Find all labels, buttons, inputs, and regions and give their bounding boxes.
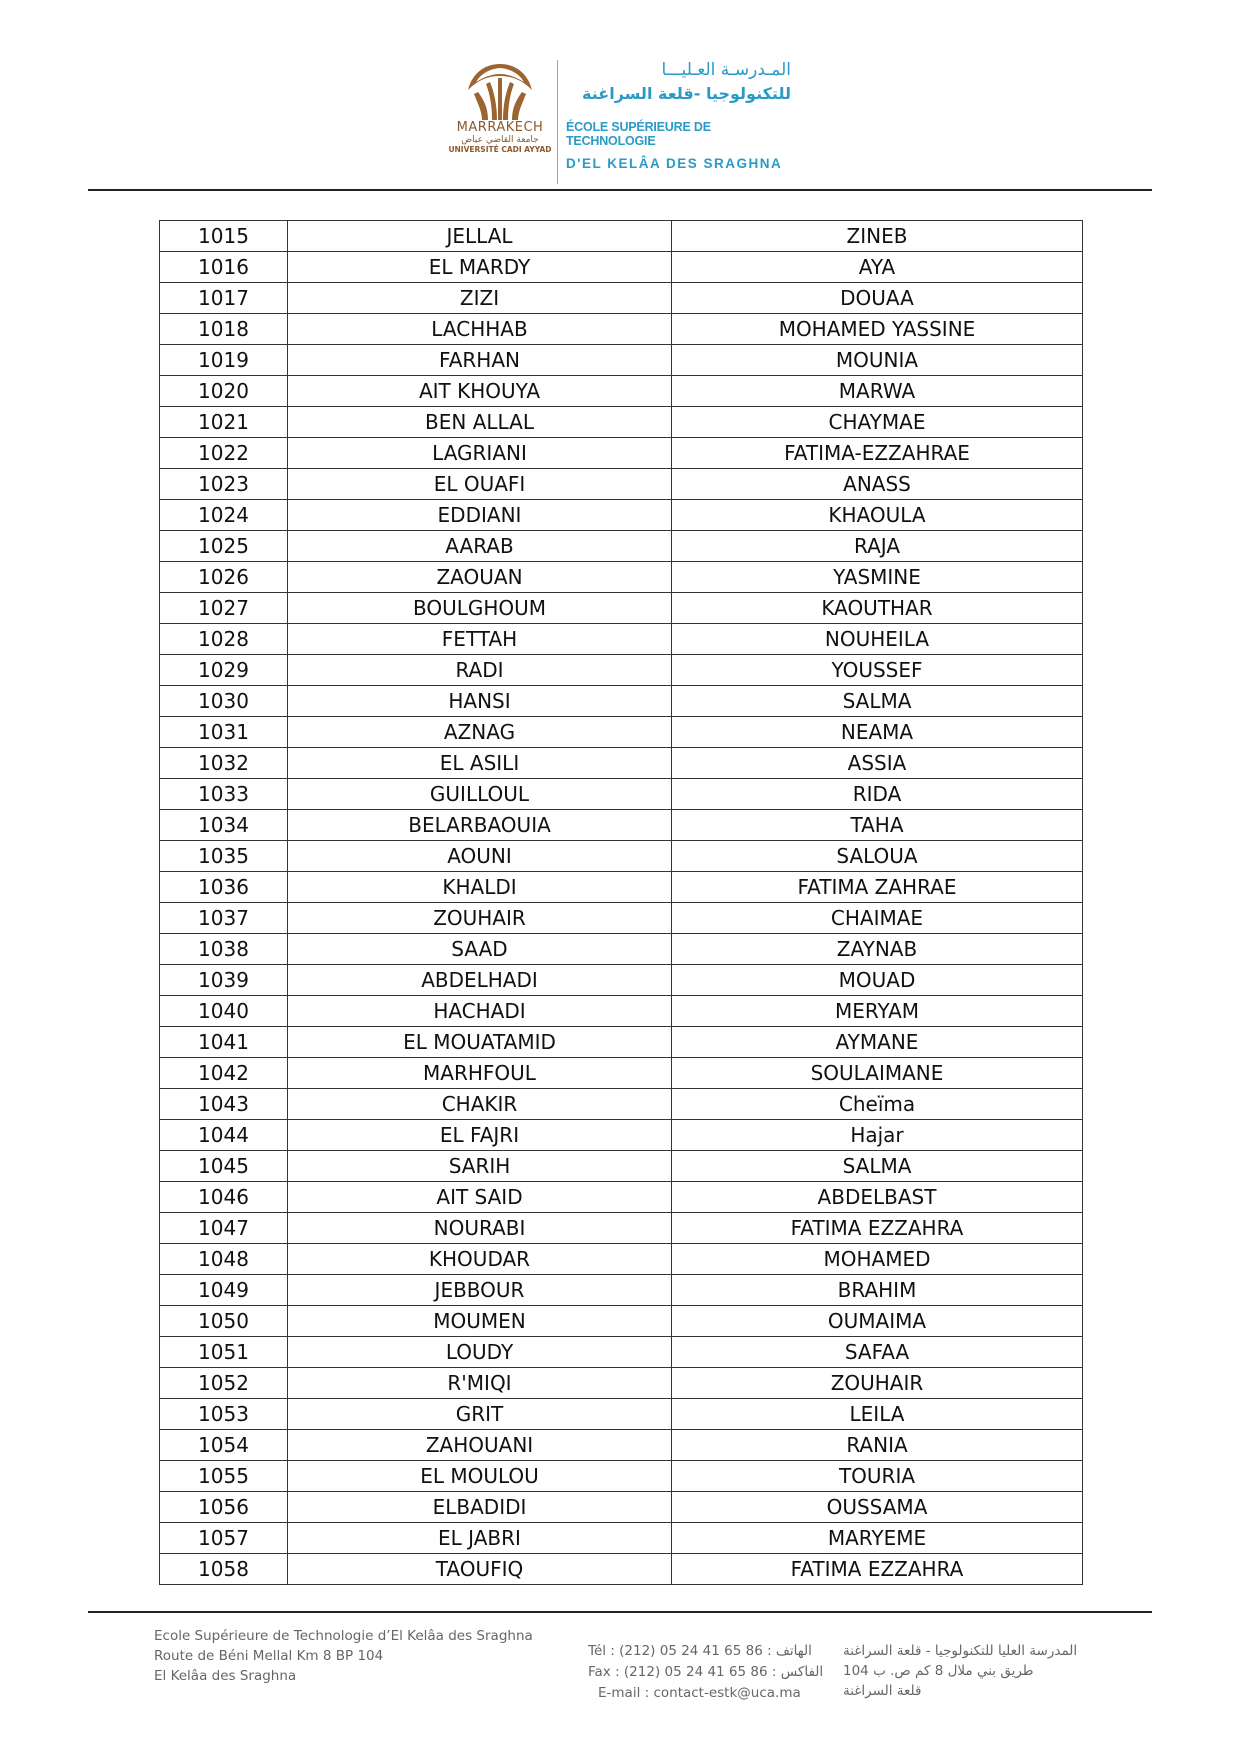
table-row bbox=[160, 1399, 1083, 1430]
student-number: 1038 bbox=[160, 934, 288, 965]
table-row bbox=[160, 469, 1083, 500]
student-last-name: ZAHOUANI bbox=[288, 1430, 672, 1461]
student-number: 1022 bbox=[160, 438, 288, 469]
student-last-name: ELBADIDI bbox=[288, 1492, 672, 1523]
student-last-name: LACHHAB bbox=[288, 314, 672, 345]
student-number: 1029 bbox=[160, 655, 288, 686]
footer-phone: Tél : (212) 05 24 41 65 86 : الهاتف bbox=[588, 1643, 812, 1659]
student-last-name: LOUDY bbox=[288, 1337, 672, 1368]
footer-left-line: Ecole Supérieure de Technologie d’El Kelâa des Sraghna bbox=[154, 1628, 533, 1644]
student-number: 1053 bbox=[160, 1399, 288, 1430]
student-number: 1058 bbox=[160, 1554, 288, 1585]
student-last-name: LAGRIANI bbox=[288, 438, 672, 469]
student-first-name: RIDA bbox=[672, 779, 1083, 810]
student-first-name: LEILA bbox=[672, 1399, 1083, 1430]
student-number: 1040 bbox=[160, 996, 288, 1027]
student-last-name: EL MOUATAMID bbox=[288, 1027, 672, 1058]
student-first-name: Hajar bbox=[672, 1120, 1083, 1151]
student-number: 1057 bbox=[160, 1523, 288, 1554]
student-number: 1047 bbox=[160, 1213, 288, 1244]
table-row bbox=[160, 841, 1083, 872]
student-first-name: BRAHIM bbox=[672, 1275, 1083, 1306]
school-name-ar-line2: للتكنولوجيا -قلعة السراغنة bbox=[582, 84, 791, 103]
student-first-name: SAFAA bbox=[672, 1337, 1083, 1368]
student-last-name: AOUNI bbox=[288, 841, 672, 872]
table-row bbox=[160, 717, 1083, 748]
student-number: 1019 bbox=[160, 345, 288, 376]
table-row bbox=[160, 314, 1083, 345]
student-first-name: DOUAA bbox=[672, 283, 1083, 314]
student-number: 1050 bbox=[160, 1306, 288, 1337]
table-row bbox=[160, 965, 1083, 996]
student-last-name: CHAKIR bbox=[288, 1089, 672, 1120]
table-row bbox=[160, 779, 1083, 810]
student-number: 1039 bbox=[160, 965, 288, 996]
student-first-name: TOURIA bbox=[672, 1461, 1083, 1492]
student-last-name: BELARBAOUIA bbox=[288, 810, 672, 841]
student-number: 1037 bbox=[160, 903, 288, 934]
student-first-name: MARWA bbox=[672, 376, 1083, 407]
student-last-name: RADI bbox=[288, 655, 672, 686]
table-row bbox=[160, 996, 1083, 1027]
table-row bbox=[160, 531, 1083, 562]
student-first-name: SALMA bbox=[672, 1151, 1083, 1182]
table-row bbox=[160, 1461, 1083, 1492]
table-row bbox=[160, 407, 1083, 438]
student-first-name: Cheïma bbox=[672, 1089, 1083, 1120]
student-first-name: MOUNIA bbox=[672, 345, 1083, 376]
table-row bbox=[160, 810, 1083, 841]
logo-divider bbox=[557, 60, 558, 184]
table-row bbox=[160, 1244, 1083, 1275]
student-number: 1044 bbox=[160, 1120, 288, 1151]
student-first-name: MOUAD bbox=[672, 965, 1083, 996]
student-number: 1035 bbox=[160, 841, 288, 872]
student-last-name: AIT SAID bbox=[288, 1182, 672, 1213]
table-row bbox=[160, 562, 1083, 593]
header-rule bbox=[88, 189, 1152, 191]
table-row bbox=[160, 345, 1083, 376]
table-row bbox=[160, 624, 1083, 655]
student-first-name: ZINEB bbox=[672, 221, 1083, 252]
student-number: 1025 bbox=[160, 531, 288, 562]
footer-address-fr bbox=[154, 1626, 533, 1686]
student-table bbox=[159, 220, 1083, 1585]
student-first-name: MOHAMED bbox=[672, 1244, 1083, 1275]
footer-fax: Fax : (212) 05 24 41 65 86 : الفاكس bbox=[588, 1664, 824, 1680]
student-number: 1046 bbox=[160, 1182, 288, 1213]
student-first-name: ZAYNAB bbox=[672, 934, 1083, 965]
student-number: 1054 bbox=[160, 1430, 288, 1461]
table-row bbox=[160, 500, 1083, 531]
student-number: 1024 bbox=[160, 500, 288, 531]
student-number: 1027 bbox=[160, 593, 288, 624]
footer-contact bbox=[588, 1641, 823, 1704]
student-number: 1033 bbox=[160, 779, 288, 810]
student-number: 1045 bbox=[160, 1151, 288, 1182]
student-last-name: JEBBOUR bbox=[288, 1275, 672, 1306]
table-row bbox=[160, 376, 1083, 407]
table-row bbox=[160, 1151, 1083, 1182]
student-last-name: ZIZI bbox=[288, 283, 672, 314]
table-row bbox=[160, 1058, 1083, 1089]
student-number: 1018 bbox=[160, 314, 288, 345]
student-first-name: SOULAIMANE bbox=[672, 1058, 1083, 1089]
student-last-name: GRIT bbox=[288, 1399, 672, 1430]
table-row bbox=[160, 1337, 1083, 1368]
student-first-name: NOUHEILA bbox=[672, 624, 1083, 655]
student-first-name: FATIMA-EZZAHRAE bbox=[672, 438, 1083, 469]
student-number: 1052 bbox=[160, 1368, 288, 1399]
footer-left-line: Route de Béni Mellal Km 8 BP 104 bbox=[154, 1648, 384, 1664]
student-first-name: NEAMA bbox=[672, 717, 1083, 748]
student-last-name: EDDIANI bbox=[288, 500, 672, 531]
logo-university-fr: UNIVERSITÉ CADI AYYAD bbox=[448, 145, 552, 154]
student-first-name: ZOUHAIR bbox=[672, 1368, 1083, 1399]
logo-city: MARRAKECH bbox=[456, 120, 544, 135]
student-last-name: ZAOUAN bbox=[288, 562, 672, 593]
student-first-name: KHAOULA bbox=[672, 500, 1083, 531]
student-number: 1031 bbox=[160, 717, 288, 748]
student-last-name: HACHADI bbox=[288, 996, 672, 1027]
student-number: 1049 bbox=[160, 1275, 288, 1306]
student-first-name: TAHA bbox=[672, 810, 1083, 841]
table-row bbox=[160, 934, 1083, 965]
table-row bbox=[160, 1275, 1083, 1306]
student-last-name: R'MIQI bbox=[288, 1368, 672, 1399]
student-last-name: EL OUAFI bbox=[288, 469, 672, 500]
table-row bbox=[160, 283, 1083, 314]
student-number: 1026 bbox=[160, 562, 288, 593]
student-first-name: YASMINE bbox=[672, 562, 1083, 593]
student-last-name: MARHFOUL bbox=[288, 1058, 672, 1089]
student-number: 1055 bbox=[160, 1461, 288, 1492]
logo-university-ar: جامعة القاضي عياض bbox=[461, 135, 539, 145]
student-last-name: EL MARDY bbox=[288, 252, 672, 283]
student-first-name: ASSIA bbox=[672, 748, 1083, 779]
student-number: 1020 bbox=[160, 376, 288, 407]
table-row bbox=[160, 686, 1083, 717]
student-last-name: FARHAN bbox=[288, 345, 672, 376]
table-row bbox=[160, 748, 1083, 779]
student-list bbox=[159, 220, 1083, 1585]
table-row bbox=[160, 1120, 1083, 1151]
student-last-name: ABDELHADI bbox=[288, 965, 672, 996]
table-row bbox=[160, 221, 1083, 252]
student-first-name: CHAIMAE bbox=[672, 903, 1083, 934]
student-first-name: SALMA bbox=[672, 686, 1083, 717]
table-row bbox=[160, 1213, 1083, 1244]
table-row bbox=[160, 593, 1083, 624]
student-first-name: FATIMA EZZAHRA bbox=[672, 1554, 1083, 1585]
student-last-name: GUILLOUL bbox=[288, 779, 672, 810]
student-number: 1032 bbox=[160, 748, 288, 779]
student-first-name: FATIMA ZAHRAE bbox=[672, 872, 1083, 903]
footer-rule bbox=[88, 1611, 1152, 1613]
student-last-name: SAAD bbox=[288, 934, 672, 965]
student-last-name: BEN ALLAL bbox=[288, 407, 672, 438]
student-number: 1016 bbox=[160, 252, 288, 283]
student-first-name: OUMAIMA bbox=[672, 1306, 1083, 1337]
student-first-name: MERYAM bbox=[672, 996, 1083, 1027]
student-last-name: SARIH bbox=[288, 1151, 672, 1182]
student-number: 1023 bbox=[160, 469, 288, 500]
student-first-name: SALOUA bbox=[672, 841, 1083, 872]
footer-right-line: قلعة السراغنة bbox=[843, 1683, 922, 1699]
student-number: 1051 bbox=[160, 1337, 288, 1368]
student-first-name: OUSSAMA bbox=[672, 1492, 1083, 1523]
student-number: 1042 bbox=[160, 1058, 288, 1089]
page-header bbox=[0, 0, 1241, 190]
table-row bbox=[160, 1430, 1083, 1461]
university-logo bbox=[446, 60, 554, 185]
school-name-ar-line1: المـدرسـة العـليـــا bbox=[661, 60, 791, 80]
footer-left-line: El Kelâa des Sraghna bbox=[154, 1668, 297, 1684]
student-last-name: HANSI bbox=[288, 686, 672, 717]
table-row bbox=[160, 1089, 1083, 1120]
palm-logo-icon bbox=[464, 60, 536, 122]
student-first-name: MOHAMED YASSINE bbox=[672, 314, 1083, 345]
student-number: 1030 bbox=[160, 686, 288, 717]
student-first-name: CHAYMAE bbox=[672, 407, 1083, 438]
table-row bbox=[160, 1492, 1083, 1523]
student-number: 1017 bbox=[160, 283, 288, 314]
student-number: 1036 bbox=[160, 872, 288, 903]
table-row bbox=[160, 1368, 1083, 1399]
student-first-name: MARYEME bbox=[672, 1523, 1083, 1554]
student-last-name: EL FAJRI bbox=[288, 1120, 672, 1151]
table-row bbox=[160, 438, 1083, 469]
table-row bbox=[160, 1027, 1083, 1058]
student-last-name: TAOUFIQ bbox=[288, 1554, 672, 1585]
student-number: 1015 bbox=[160, 221, 288, 252]
footer-email: E-mail : contact-estk@uca.ma bbox=[598, 1685, 801, 1701]
student-last-name: ZOUHAIR bbox=[288, 903, 672, 934]
student-last-name: KHOUDAR bbox=[288, 1244, 672, 1275]
footer-right-line: طريق بني ملال 8 كم ص. ب 104 bbox=[843, 1663, 1034, 1679]
student-number: 1028 bbox=[160, 624, 288, 655]
student-last-name: AZNAG bbox=[288, 717, 672, 748]
student-number: 1043 bbox=[160, 1089, 288, 1120]
student-first-name: KAOUTHAR bbox=[672, 593, 1083, 624]
student-number: 1041 bbox=[160, 1027, 288, 1058]
table-row bbox=[160, 252, 1083, 283]
student-first-name: RANIA bbox=[672, 1430, 1083, 1461]
table-row bbox=[160, 1523, 1083, 1554]
school-name-fr-line2: D'EL KELÂA DES SRAGHNA bbox=[566, 156, 783, 171]
student-last-name: MOUMEN bbox=[288, 1306, 672, 1337]
student-last-name: EL JABRI bbox=[288, 1523, 672, 1554]
student-last-name: JELLAL bbox=[288, 221, 672, 252]
student-last-name: EL MOULOU bbox=[288, 1461, 672, 1492]
student-last-name: BOULGHOUM bbox=[288, 593, 672, 624]
table-row bbox=[160, 655, 1083, 686]
student-last-name: FETTAH bbox=[288, 624, 672, 655]
school-name-fr-line1: ÉCOLE SUPÉRIEURE DE TECHNOLOGIE bbox=[566, 120, 711, 148]
student-last-name: NOURABI bbox=[288, 1213, 672, 1244]
student-first-name: RAJA bbox=[672, 531, 1083, 562]
student-first-name: FATIMA EZZAHRA bbox=[672, 1213, 1083, 1244]
student-first-name: AYMANE bbox=[672, 1027, 1083, 1058]
table-row bbox=[160, 903, 1083, 934]
school-name bbox=[566, 58, 796, 171]
footer-address-ar bbox=[843, 1641, 1083, 1701]
student-first-name: YOUSSEF bbox=[672, 655, 1083, 686]
student-first-name: AYA bbox=[672, 252, 1083, 283]
student-number: 1048 bbox=[160, 1244, 288, 1275]
table-row bbox=[160, 1554, 1083, 1585]
student-number: 1021 bbox=[160, 407, 288, 438]
student-last-name: AIT KHOUYA bbox=[288, 376, 672, 407]
student-table-body bbox=[160, 221, 1083, 1585]
footer-right-line: المدرسة العليا للتكنولوجيا - قلعة السراغنة bbox=[843, 1643, 1078, 1659]
student-last-name: EL ASILI bbox=[288, 748, 672, 779]
student-first-name: ABDELBAST bbox=[672, 1182, 1083, 1213]
table-row bbox=[160, 872, 1083, 903]
student-last-name: KHALDI bbox=[288, 872, 672, 903]
student-last-name: AARAB bbox=[288, 531, 672, 562]
student-number: 1056 bbox=[160, 1492, 288, 1523]
student-first-name: ANASS bbox=[672, 469, 1083, 500]
table-row bbox=[160, 1306, 1083, 1337]
table-row bbox=[160, 1182, 1083, 1213]
student-number: 1034 bbox=[160, 810, 288, 841]
